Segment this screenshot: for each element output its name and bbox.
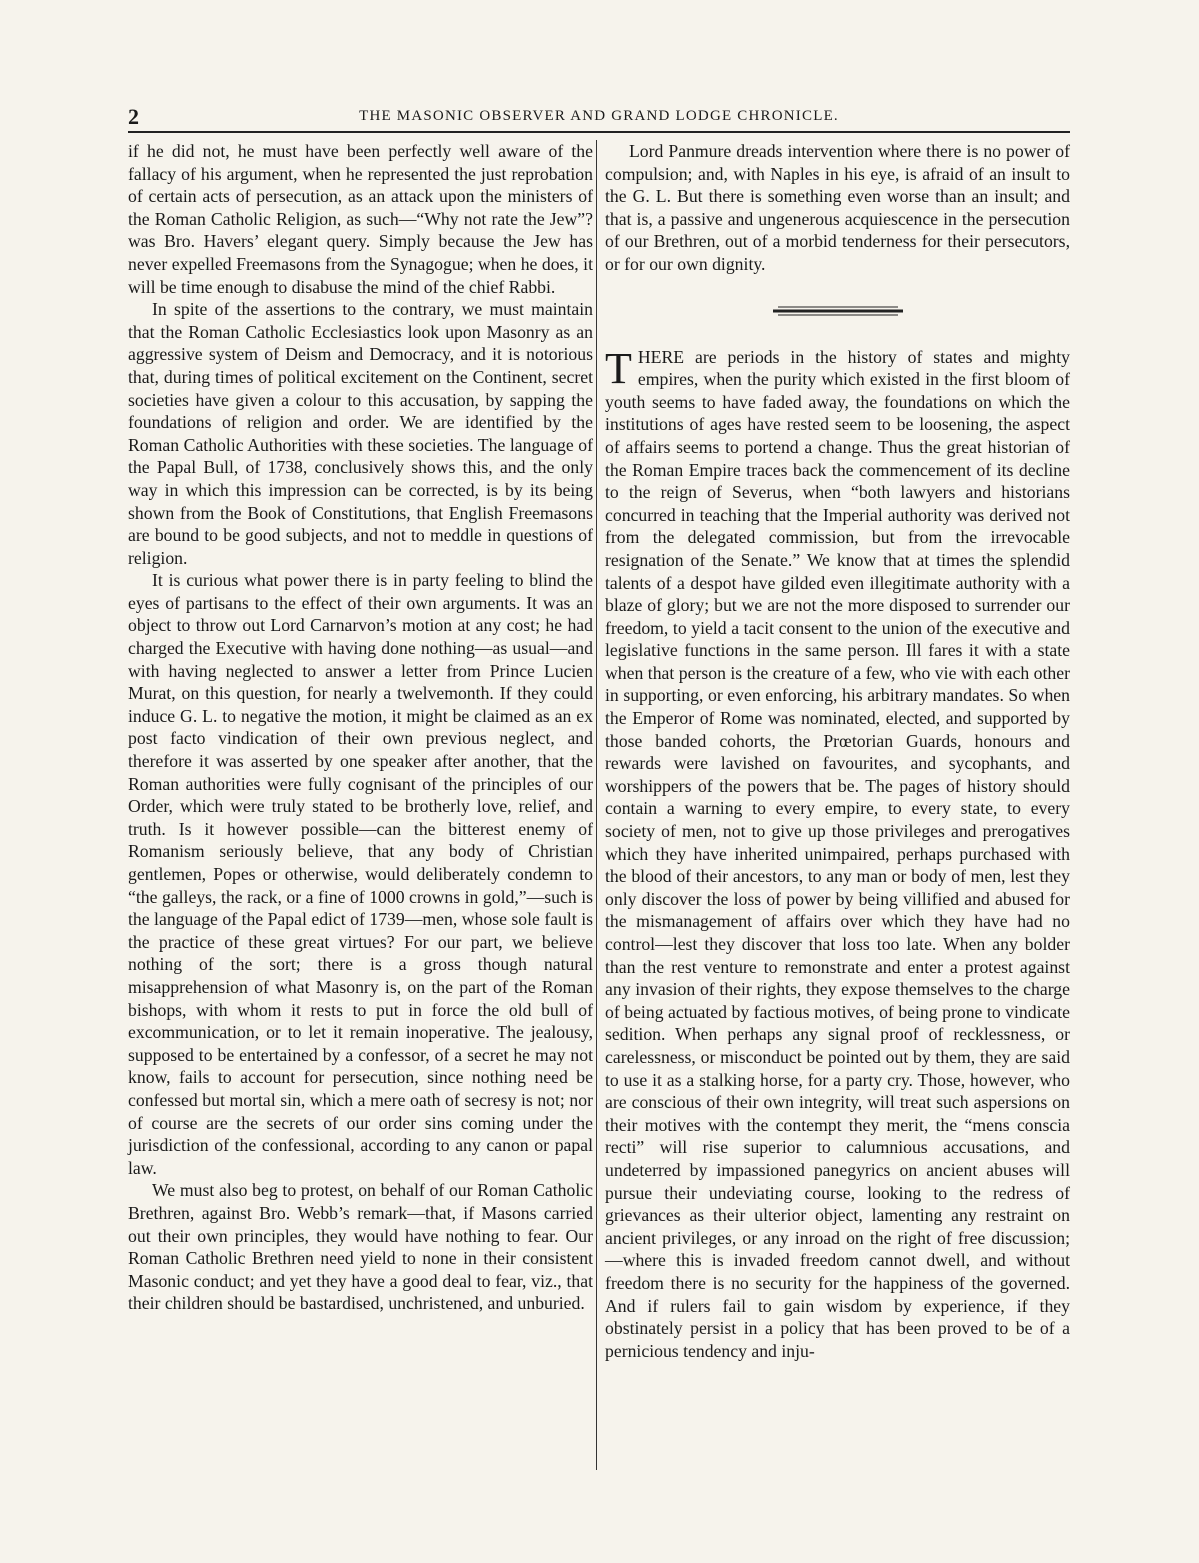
column-divider [596, 140, 597, 1470]
header-rule [128, 131, 1070, 133]
left-paragraph-3: It is curious what power there is in party feeling to blind the eyes of partisans to the effect of their own arguments. It was an object to throw out Lord Carnarvon’s motion at any cost; he had charged the Executive with having done nothing—as usual—and with having neglected to answer a letter from Prince Lucien Murat, on this question, for nearly a twelvemonth. If they could induce G. L. to negative the motion, it might be claimed as an ex post facto vindication of their own previous neglect, and therefore it was asserted by one speaker after another, that the Roman authorities were fully cognisant of the principles of our Order, which were truly stated to be brotherly love, relief, and truth. Is it however possible—can the bitterest enemy of Romanism seriously believe, that any body of Christian gentlemen, Popes or otherwise, would deliberately condemn to “the galleys, the rack, or a fine of 1000 crowns in gold,”—such is the language of the Papal edict of 1739—men, whose sole fault is the practice of these great virtues? For our part, we believe nothing of the sort; there is a gross though natural misapprehension of what Masonry is, on the part of the Roman bishops, with whom it rests to put in force the old bull of excommunication, or to let it remain inoperative. The jealousy, supposed to be entertained by a confessor, of a secret he may not know, fails to account for persecution, since nothing need be confessed but mortal sin, which a mere oath of secresy is not; nor of course are the secrets of our order sins coming under the jurisdiction of the confessional, according to any canon or papal law. [128, 570, 593, 1178]
page-number: 2 [128, 104, 139, 129]
right-paragraph-2 [605, 343, 1070, 1363]
right-column [605, 140, 1070, 1362]
right-paragraph-1: Lord Panmure dreads intervention where there is no power of compulsion; and, with Naples in his eye, is afraid of an insult to the G. L. But there is something even worse than an insult; and that is, a passive and ungenerous acquiescence in the persecution of our Brethren, out of a morbid tenderness for their persecutors, or for our own dignity. [605, 141, 1070, 274]
page-header [128, 104, 1070, 128]
running-title: THE MASONIC OBSERVER AND GRAND LODGE CHRONICLE. [359, 108, 839, 124]
left-paragraph-4: We must also beg to protest, on behalf of our Roman Catholic Brethren, against Bro. Webb’s remark—that, if Masons carried out their own principles, they would have nothing to fear. Our Roman Catholic Brethren need yield to none in their consistent Masonic conduct; and yet they have a good deal to fear, viz., that their children should be bastardised, unchristened, and unburied. [128, 1180, 593, 1314]
left-column [128, 140, 593, 1315]
left-paragraph-1: if he did not, he must have been perfectly well aware of the fallacy of his argument, when he represented the just reprobation of certain acts of persecution, as an attack upon the ministers of the Roman Catholic Religion, as such—“Why not rate the Jew”? was Bro. Havers’ elegant query. Simply because the Jew has never expelled Freemasons from the Synagogue; when he does, it will be time enough to disabuse the mind of the chief Rabbi. [128, 141, 593, 297]
left-paragraph-2: In spite of the assertions to the contrary, we must maintain that the Roman Catholic Ecclesiastics look upon Masonry as an aggressive system of Deism and Democracy, and it is notorious that, during times of political excitement on the Continent, secret societies have given a colour to this accusation, by sapping the foundations of religion and order. We are identified by the Roman Catholic Authorities with these societies. The language of the Papal Bull, of 1738, conclusively shows this, and the only way in which this impression can be corrected, is by its being shown from the Book of Constitutions, that English Freemasons are bound to be good subjects, and not to meddle in questions of religion. [128, 299, 593, 568]
drop-cap: T [605, 343, 632, 393]
right-paragraph-2-text: HERE are periods in the history of states and mighty empires, when the purity which existed in the first bloom of youth seems to have faded away, the foundations on which the institutions of ages have rested seem to be loosening, the aspect of affairs seems to portend a change. Thus the great historian of the Roman Empire traces back the commencement of its decline to the reign of Severus, when “both lawyers and historians concurred in teaching that the Imperial authority was derived not from the delegated commission, but from the irrevocable resignation of the Senate.” We know that at times the splendid talents of a despot have gilded even illegitimate authority with a blaze of glory; but we are not the more disposed to surrender our freedom, to yield a tacit consent to the union of the executive and legislative functions in the same person. Ill fares it with a state when that person is the creature of a few, who vie with each other in supporting, or even enforcing, his arbitrary mandates. So when the Emperor of Rome was nominated, elected, and supported by those banded cohorts, the Prœtorian Guards, honours and rewards were lavished on favourites, and sycophants, and worshippers of the powers that be. The pages of history should contain a warning to every empire, to every state, to every society of men, not to give up those privileges and prerogatives which they have inherited unimpaired, perhaps purchased with the blood of their ancestors, to any man or body of men, lest they only discover the loss of power by being villified and abused for the mismanagement of affairs over which they have had no control—lest they discover that loss too late. When any bolder than the rest venture to remonstrate and enter a protest against any invasion of their rights, they expose themselves to the charge of being actuated by factious motives, of being prone to vindicate sedition. When perhaps any signal proof of recklessness, or carelessness, or misconduct be pointed out by them, they are said to use it as a stalking horse, for a party cry. Those, however, who are conscious of their own integrity, will treat such aspersions on their motives with the contempt they merit, the “mens conscia recti” will rise superior to calumnious accusations, and undeterred by impassioned panegyrics on ancient abuses will pursue their undeviating course, looking to the redress of grievances as their ulterior object, lamenting any restraint on ancient privileges, or any inroad on the right of free discussion;—where this is invaded freedom cannot dwell, and without freedom there is no security for the happiness of the governed. And if rulers fail to gain wisdom by experience, if they obstinately persist in a policy that has been proved to be of a pernicious tendency and inju- [605, 346, 1070, 1361]
section-ornament [773, 304, 903, 318]
